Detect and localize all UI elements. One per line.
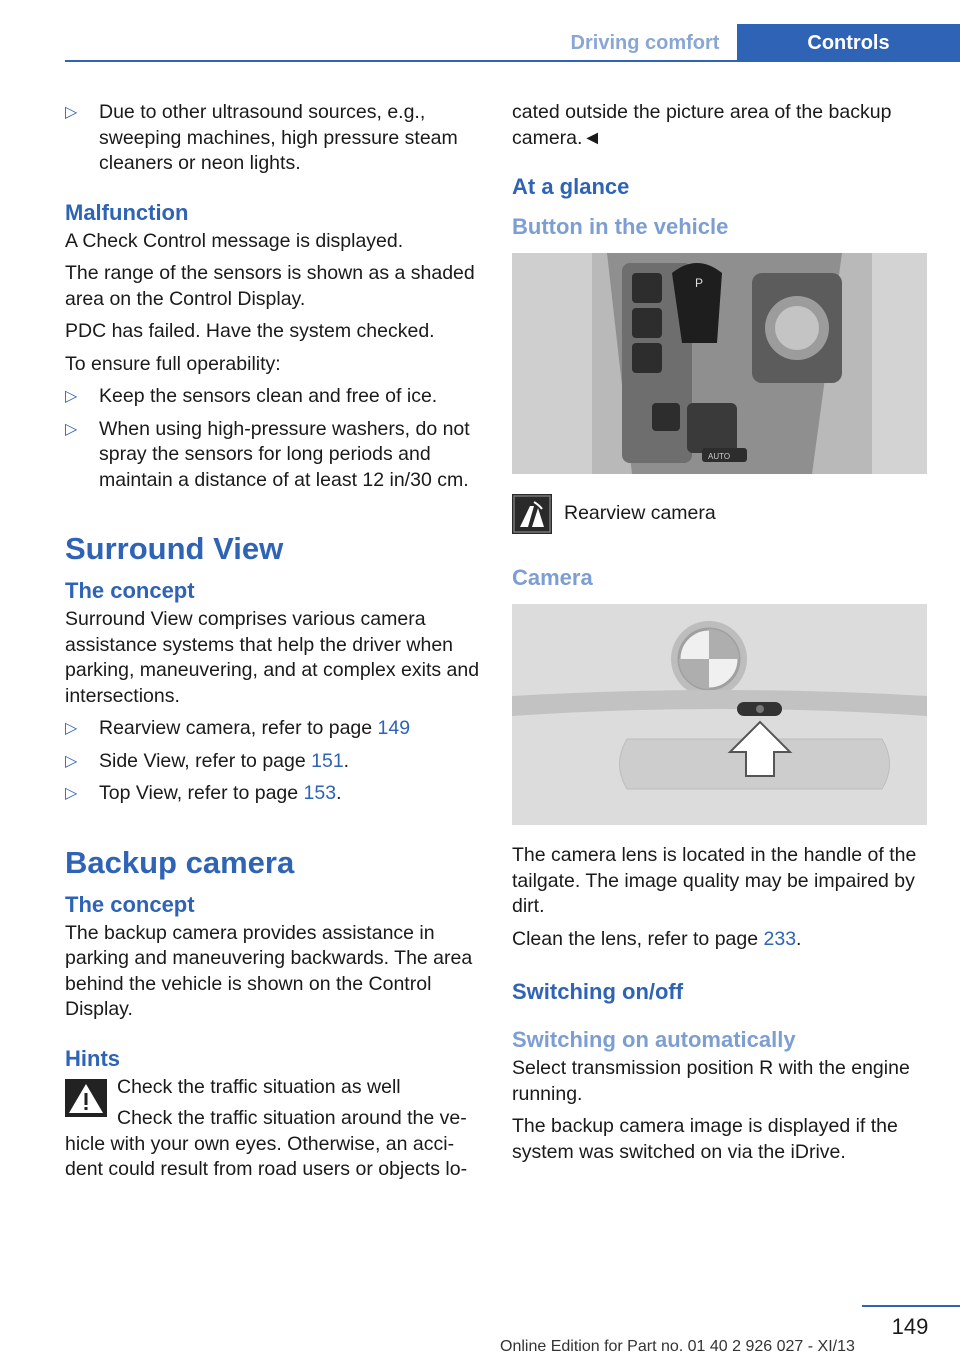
- malfunction-heading: Malfunction: [65, 199, 189, 225]
- tailgate-camera-photo: [512, 604, 927, 825]
- page-link[interactable]: 233: [763, 927, 797, 950]
- list-item: [65, 781, 483, 807]
- page-link[interactable]: 149: [377, 717, 411, 739]
- warning-icon: [65, 1079, 107, 1117]
- list-item-text: When using high-pressure washers, do not spray the sensors for long periods and maintain a distance of at least 12 in/30 cm.: [99, 417, 470, 491]
- switching-heading: Switching on/off: [512, 979, 684, 1004]
- footer-edition: Online Edition for Part no. 01 40 2 926 027 - XI/13: [500, 1338, 855, 1355]
- button-in-vehicle-heading: Button in the vehicle: [512, 214, 729, 239]
- console-photo: [512, 253, 927, 474]
- paragraph: [512, 927, 932, 953]
- paragraph: PDC has failed. Have the system checked.: [65, 320, 435, 342]
- list-item-end: .: [343, 749, 350, 772]
- switching-auto-heading: Switching on automatically: [512, 1027, 796, 1052]
- bullet-triangle-icon: ▷: [65, 752, 78, 770]
- bullet-triangle-icon: ▷: [65, 785, 78, 802]
- paragraph: The camera lens is located in the handle of the tailgate. The image quality may be impaired by dirt.: [512, 844, 917, 917]
- camera-heading: Camera: [512, 565, 593, 590]
- bullet-triangle-icon: ▷: [65, 388, 78, 405]
- backup-camera-title: Backup camera: [65, 844, 295, 880]
- bullet-triangle-icon: ▷: [65, 104, 78, 121]
- list-item-end: .: [336, 782, 342, 804]
- list-item: [65, 749, 483, 775]
- hints-heading: Hints: [65, 1045, 120, 1071]
- header-rule: [65, 60, 960, 62]
- rearview-camera-row: [512, 494, 932, 534]
- paragraph: To ensure full operability:: [65, 352, 281, 375]
- page-link[interactable]: 151: [311, 749, 344, 772]
- list-item: [65, 716, 483, 742]
- list-item-text: Side View, refer to page: [99, 749, 312, 772]
- bullet-triangle-icon: ▷: [65, 420, 78, 438]
- paragraph: A Check Control message is displayed.: [65, 229, 404, 252]
- list-item-text: Top View, refer to page: [99, 782, 304, 804]
- at-a-glance-heading: At a glance: [512, 174, 630, 199]
- right-column: [512, 100, 932, 1172]
- surround-view-title: Surround View: [65, 531, 284, 566]
- list-item: [65, 100, 483, 177]
- paragraph: The backup camera image is displayed if the system was switched on via the iDrive.: [512, 1115, 898, 1163]
- list-item-text: Keep the sensors clean and free of ice.: [99, 385, 438, 407]
- paragraph: Select transmission position R with the engine running.: [512, 1057, 910, 1105]
- left-column: [65, 100, 483, 1190]
- paragraph: The range of the sensors is shown as a shaded area on the Control Display.: [65, 262, 475, 310]
- warning-block: [65, 1075, 483, 1132]
- tailgate-illustration: [512, 604, 927, 825]
- rearview-camera-button-icon: [512, 494, 552, 534]
- clean-end: .: [796, 927, 802, 950]
- list-item: [65, 384, 483, 410]
- header-tab-controls: Controls: [737, 24, 960, 62]
- header-section: Driving comfort: [570, 31, 720, 54]
- list-item-text: Rearview camera, refer to page: [99, 717, 378, 739]
- page-number: 149: [891, 1314, 929, 1339]
- footer-rule: [862, 1305, 960, 1307]
- list-item-text: Due to other ultrasound sources, e.g., sweeping machines, high pressure steam cleaners or neon lights.: [99, 101, 458, 174]
- page-link[interactable]: 153: [303, 782, 337, 804]
- paragraph: Surround View comprises various camera assistance systems that help the driver when parking, maneuvering, and at complex exits and intersections.: [65, 608, 480, 707]
- concept-heading: The concept: [65, 578, 195, 603]
- warning-text-cont: hicle with your own eyes. Otherwise, an acci-dent could result from road users or objects lo-: [65, 1132, 468, 1180]
- concept-heading-2: The concept: [65, 891, 195, 917]
- paragraph: cated outside the picture area of the backup camera.◄: [512, 101, 892, 149]
- p-label: P: [695, 276, 704, 290]
- paragraph: The backup camera provides assistance in parking and maneuvering backwards. The area behind the vehicle is shown on the Control Display.: [65, 921, 473, 1020]
- warning-text-first: Check the traffic situation around the ve-: [117, 1107, 467, 1129]
- bullet-triangle-icon: ▷: [65, 720, 78, 737]
- list-item: [65, 417, 483, 494]
- console-illustration: [512, 253, 927, 474]
- rearview-camera-label: Rearview camera: [564, 502, 716, 525]
- clean-text: Clean the lens, refer to page: [512, 927, 764, 950]
- warning-title: Check the traffic situation as well: [117, 1075, 401, 1098]
- auto-label: AUTO: [708, 452, 731, 461]
